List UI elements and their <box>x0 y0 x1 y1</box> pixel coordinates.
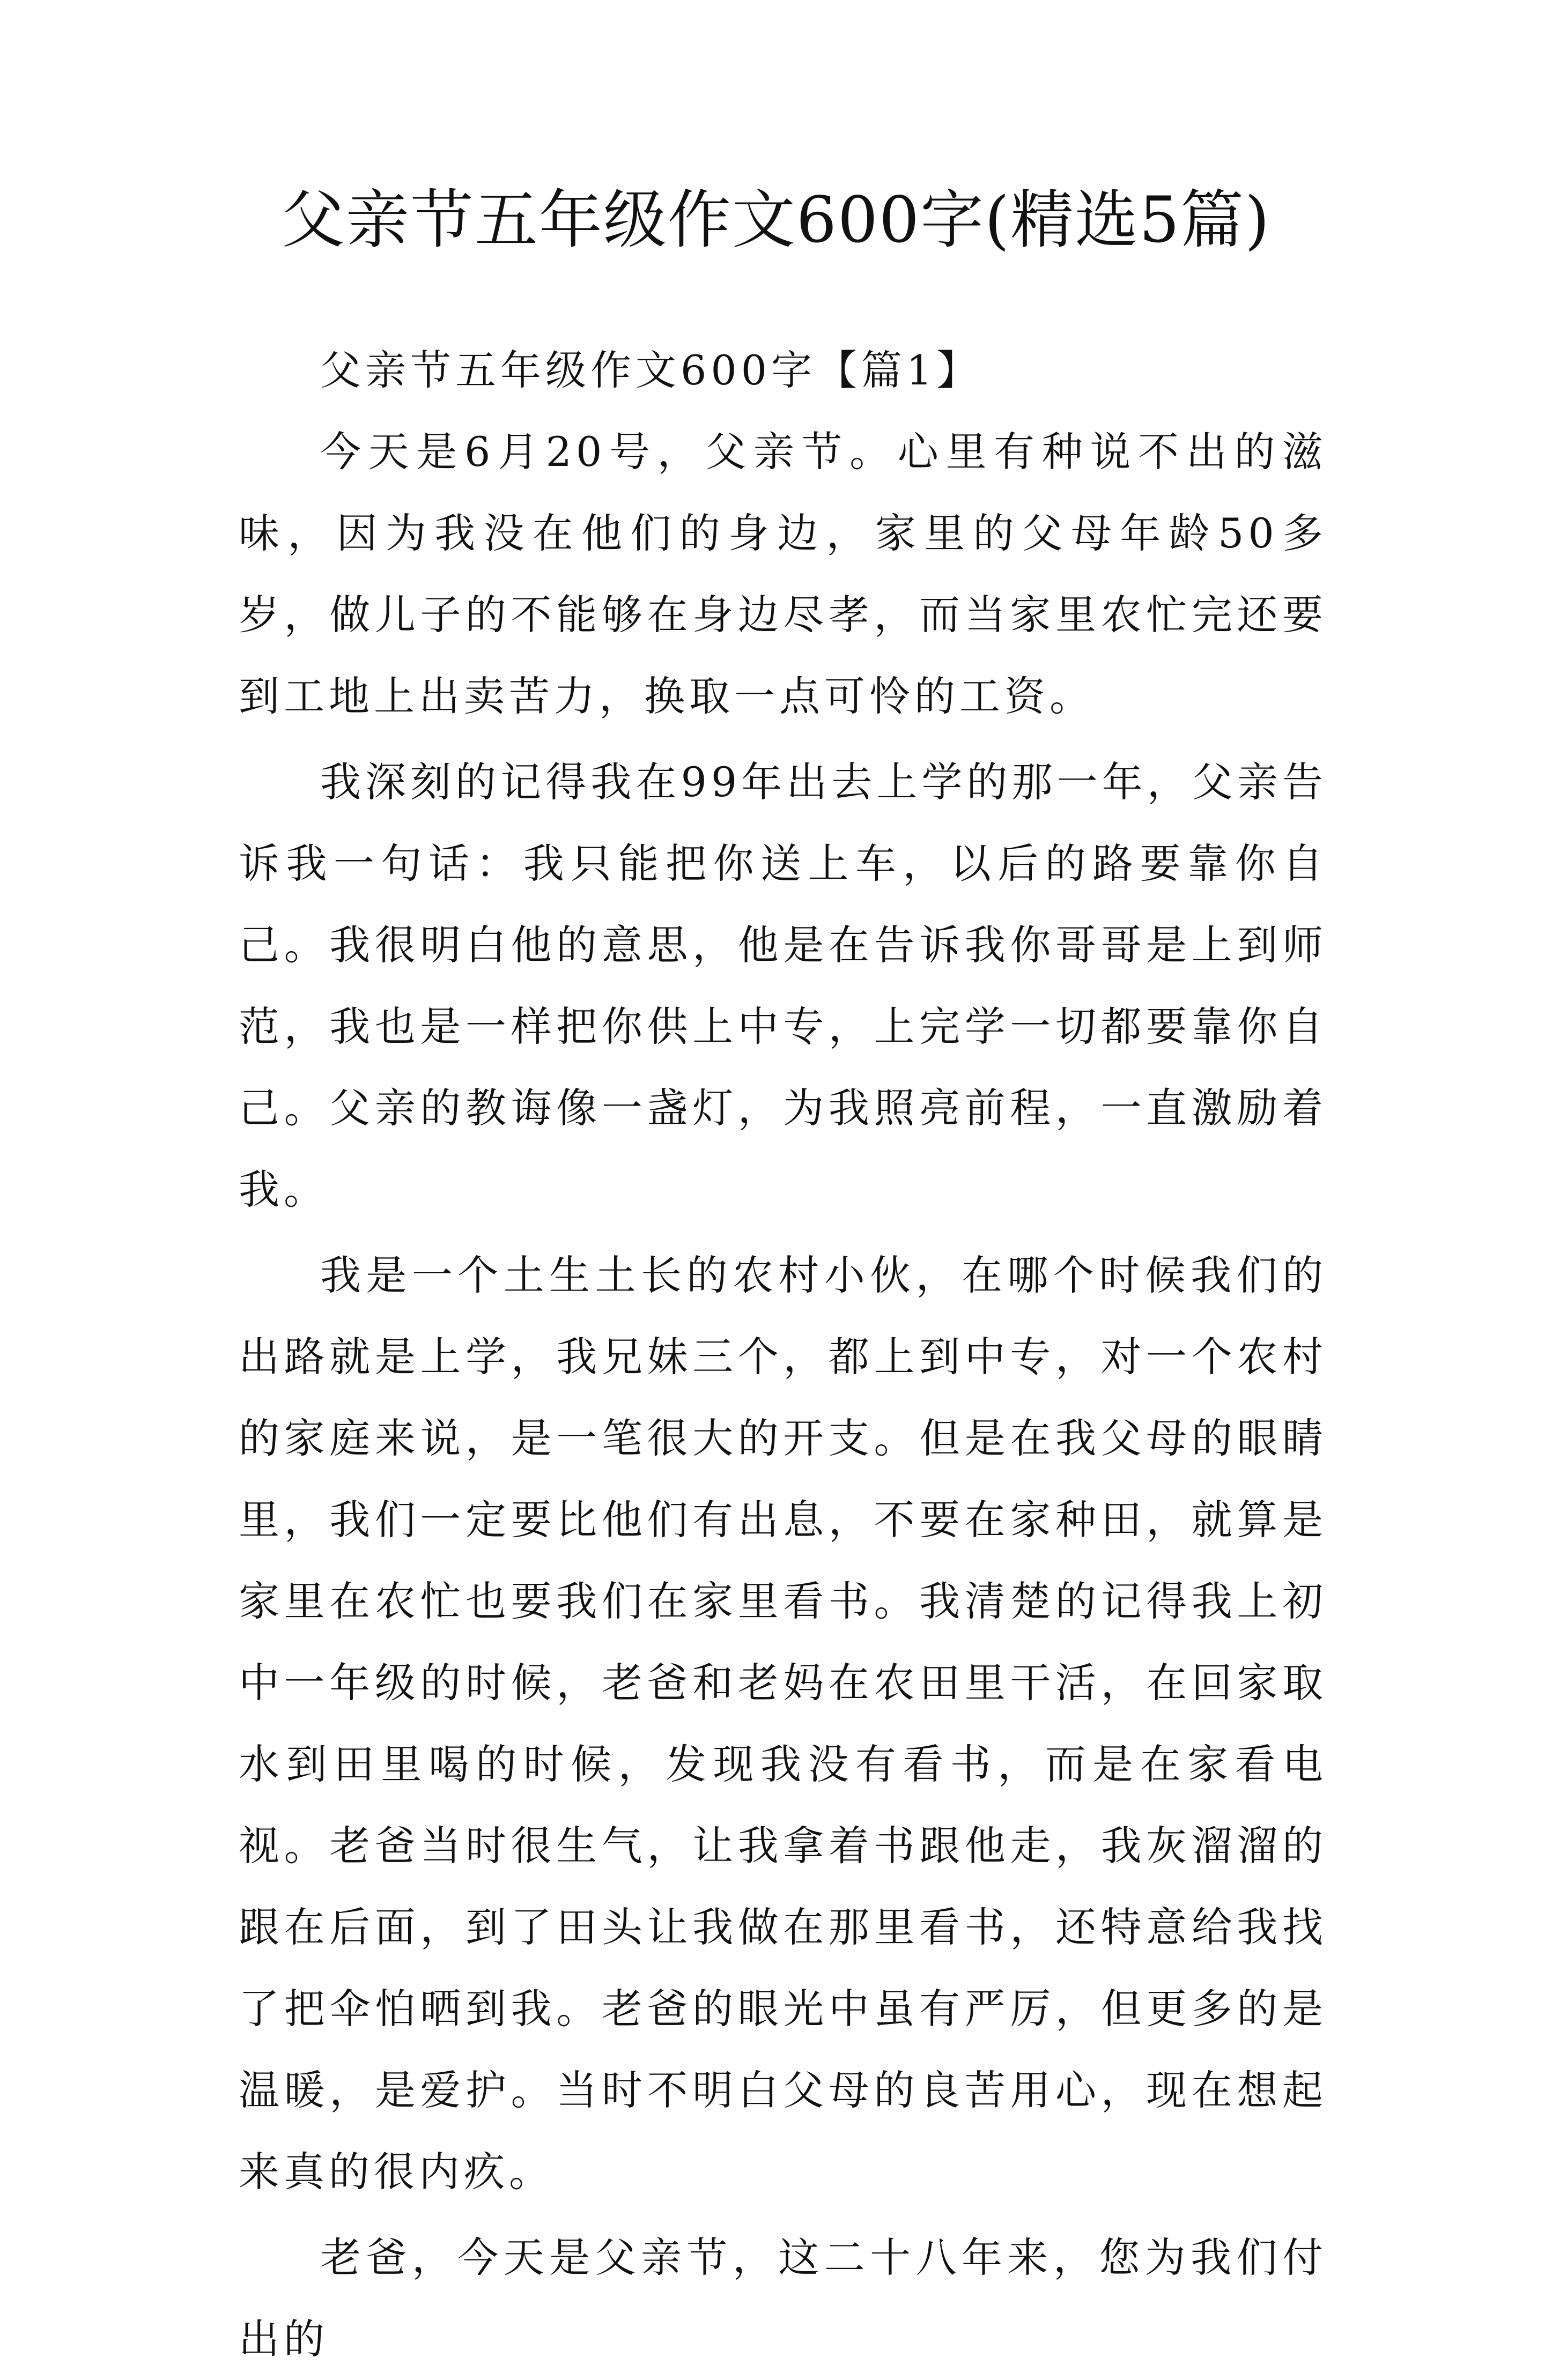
paragraph: 我是一个土生土长的农村小伙，在哪个时候我们的出路就是上学，我兄妹三个，都上到中专，对一个农村的家庭来说，是一笔很大的开支。但是在我父母的眼睛里，我们一定要比他们有出息，不要在家种田，就算是家里在农忙也要我们在家里看书。我清楚的记得我上初中一年级的时候，老爸和老妈在农田里干活，在回家取水到田里喝的时候，发现我没有看书，而是在家看电视。老爸当时很生气，让我拿着书跟他走，我灰溜溜的跟在后面，到了田头让我做在那里看书，还特意给我找了把伞怕晒到我。老爸的眼光中虽有严厉，但更多的是温暖，是爱护。当时不明白父母的良苦用心，现在想起来真的很内疚。 <box>239 1251 1327 2196</box>
paragraph: 我深刻的记得我在99年出去上学的那一年，父亲告诉我一句话：我只能把你送上车，以后的路要靠你自己。我很明白他的意思，他是在告诉我你哥哥是上到师范，我也是一样把你供上中专，上完学一切都要靠你自己。父亲的教诲像一盏灯，为我照亮前程，一直激励着我。 <box>239 758 1327 1213</box>
paragraph: 老爸，今天是父亲节，这二十八年来，您为我们付出的 <box>239 2234 1327 2363</box>
paragraph: 今天是6月20号，父亲节。心里有种说不出的滋味，因为我没在他们的身边，家里的父母年龄50多岁，做儿子的不能够在身边尽孝，而当家里农忙完还要到工地上出卖苦力，换取一点可怜的工资。 <box>239 428 1327 720</box>
document-title: 父亲节五年级作文600字(精选5篇) <box>281 183 1271 257</box>
section-heading: 父亲节五年级作文600字【篇1】 <box>320 346 982 394</box>
document-body <box>239 330 1327 2380</box>
